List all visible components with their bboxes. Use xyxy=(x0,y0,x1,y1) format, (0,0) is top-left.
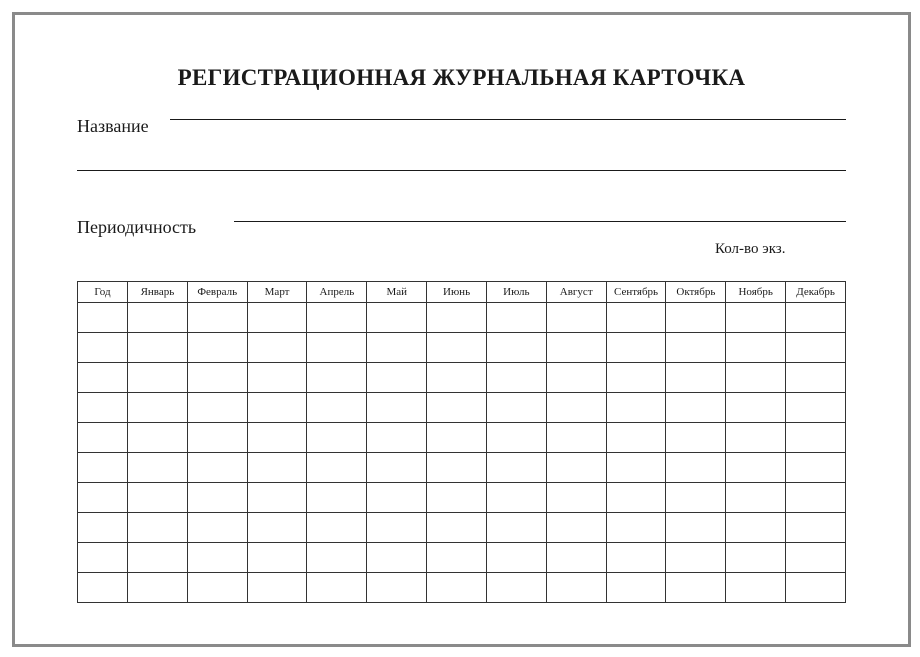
table-cell[interactable] xyxy=(486,393,546,423)
table-cell[interactable] xyxy=(666,483,726,513)
header-november: Ноябрь xyxy=(726,282,786,303)
table-cell[interactable] xyxy=(786,453,846,483)
table-cell[interactable] xyxy=(786,303,846,333)
table-cell[interactable] xyxy=(247,453,307,483)
table-cell[interactable] xyxy=(546,573,606,603)
table-cell[interactable] xyxy=(78,573,128,603)
table-cell[interactable] xyxy=(726,333,786,363)
table-cell[interactable] xyxy=(666,543,726,573)
table-cell[interactable] xyxy=(367,573,427,603)
table-cell[interactable] xyxy=(128,453,188,483)
table-cell[interactable] xyxy=(606,303,666,333)
table-cell[interactable] xyxy=(78,543,128,573)
table-cell[interactable] xyxy=(546,393,606,423)
table-cell[interactable] xyxy=(187,543,247,573)
table-cell[interactable] xyxy=(307,513,367,543)
table-cell[interactable] xyxy=(486,423,546,453)
table-cell[interactable] xyxy=(486,513,546,543)
name-continuation-line[interactable] xyxy=(77,170,846,171)
table-cell[interactable] xyxy=(486,573,546,603)
table-cell[interactable] xyxy=(307,423,367,453)
copies-label: Кол-во экз. xyxy=(715,241,786,257)
table-cell[interactable] xyxy=(486,453,546,483)
table-row xyxy=(78,453,846,483)
table-cell[interactable] xyxy=(427,303,487,333)
table-cell[interactable] xyxy=(546,513,606,543)
table-cell[interactable] xyxy=(128,393,188,423)
table-cell[interactable] xyxy=(606,453,666,483)
table-cell[interactable] xyxy=(367,423,427,453)
table-cell[interactable] xyxy=(307,303,367,333)
table-cell[interactable] xyxy=(78,423,128,453)
name-label: Название xyxy=(77,116,149,136)
header-october: Октябрь xyxy=(666,282,726,303)
table-cell[interactable] xyxy=(367,333,427,363)
table-cell[interactable] xyxy=(666,573,726,603)
table-cell[interactable] xyxy=(786,483,846,513)
table-cell[interactable] xyxy=(427,393,487,423)
periodicity-line[interactable] xyxy=(234,221,846,222)
header-july: Июль xyxy=(486,282,546,303)
table-cell[interactable] xyxy=(546,543,606,573)
table-cell[interactable] xyxy=(427,423,487,453)
header-february: Февраль xyxy=(187,282,247,303)
table-cell[interactable] xyxy=(187,303,247,333)
table-cell[interactable] xyxy=(726,483,786,513)
table-cell[interactable] xyxy=(128,363,188,393)
table-cell[interactable] xyxy=(786,393,846,423)
table-cell[interactable] xyxy=(367,483,427,513)
table-cell[interactable] xyxy=(546,483,606,513)
name-line[interactable] xyxy=(170,119,846,120)
table-cell[interactable] xyxy=(546,333,606,363)
table-cell[interactable] xyxy=(786,573,846,603)
header-january: Январь xyxy=(128,282,188,303)
table-cell[interactable] xyxy=(367,513,427,543)
table-cell[interactable] xyxy=(427,573,487,603)
table-cell[interactable] xyxy=(786,363,846,393)
table-cell[interactable] xyxy=(666,393,726,423)
table-cell[interactable] xyxy=(726,453,786,483)
table-cell[interactable] xyxy=(427,333,487,363)
table-cell[interactable] xyxy=(786,423,846,453)
table-row xyxy=(78,363,846,393)
table-row xyxy=(78,303,846,333)
table-cell[interactable] xyxy=(726,513,786,543)
table-cell[interactable] xyxy=(427,453,487,483)
table-cell[interactable] xyxy=(128,333,188,363)
table-row xyxy=(78,573,846,603)
table-cell[interactable] xyxy=(726,303,786,333)
table-cell[interactable] xyxy=(307,393,367,423)
table-cell[interactable] xyxy=(606,423,666,453)
table-cell[interactable] xyxy=(247,483,307,513)
table-cell[interactable] xyxy=(786,543,846,573)
table-cell[interactable] xyxy=(546,303,606,333)
header-august: Август xyxy=(546,282,606,303)
header-march: Март xyxy=(247,282,307,303)
table-row xyxy=(78,393,846,423)
table-cell[interactable] xyxy=(367,393,427,423)
header-may: Май xyxy=(367,282,427,303)
table-row xyxy=(78,423,846,453)
table-cell[interactable] xyxy=(187,423,247,453)
table-cell[interactable] xyxy=(606,543,666,573)
table-cell[interactable] xyxy=(128,513,188,543)
table-cell[interactable] xyxy=(606,333,666,363)
table-cell[interactable] xyxy=(367,453,427,483)
header-april: Апрель xyxy=(307,282,367,303)
issue-table xyxy=(77,281,846,603)
table-header-row xyxy=(78,282,846,303)
table-cell[interactable] xyxy=(367,303,427,333)
table-cell[interactable] xyxy=(307,573,367,603)
table-cell[interactable] xyxy=(187,453,247,483)
table-cell[interactable] xyxy=(606,363,666,393)
table-cell[interactable] xyxy=(546,363,606,393)
table-cell[interactable] xyxy=(78,303,128,333)
table-cell[interactable] xyxy=(726,573,786,603)
table-row xyxy=(78,483,846,513)
header-december: Декабрь xyxy=(786,282,846,303)
periodicity-label: Периодичность xyxy=(77,217,197,237)
table-cell[interactable] xyxy=(307,363,367,393)
table-cell[interactable] xyxy=(187,393,247,423)
table-cell[interactable] xyxy=(726,393,786,423)
table-cell[interactable] xyxy=(187,483,247,513)
table-cell[interactable] xyxy=(666,453,726,483)
table-cell[interactable] xyxy=(666,513,726,543)
table-cell[interactable] xyxy=(78,483,128,513)
table-cell[interactable] xyxy=(128,483,188,513)
table-cell[interactable] xyxy=(78,513,128,543)
table-cell[interactable] xyxy=(666,423,726,453)
table-cell[interactable] xyxy=(187,513,247,543)
header-year: Год xyxy=(78,282,128,303)
table-cell[interactable] xyxy=(606,393,666,423)
table-cell[interactable] xyxy=(247,573,307,603)
table-cell[interactable] xyxy=(247,333,307,363)
header-june: Июнь xyxy=(427,282,487,303)
table-cell[interactable] xyxy=(247,513,307,543)
table-cell[interactable] xyxy=(666,363,726,393)
table-cell[interactable] xyxy=(247,393,307,423)
table-cell[interactable] xyxy=(427,543,487,573)
table-cell[interactable] xyxy=(726,363,786,393)
table-cell[interactable] xyxy=(486,303,546,333)
table-row xyxy=(78,543,846,573)
table-row xyxy=(78,513,846,543)
registration-card xyxy=(12,12,911,647)
table-cell[interactable] xyxy=(726,543,786,573)
table-cell[interactable] xyxy=(247,543,307,573)
table-cell[interactable] xyxy=(546,423,606,453)
table-cell[interactable] xyxy=(486,483,546,513)
table-cell[interactable] xyxy=(666,333,726,363)
table-cell[interactable] xyxy=(786,333,846,363)
table-cell[interactable] xyxy=(128,573,188,603)
table-cell[interactable] xyxy=(427,483,487,513)
table-cell[interactable] xyxy=(128,543,188,573)
table-cell[interactable] xyxy=(367,363,427,393)
table-cell[interactable] xyxy=(78,453,128,483)
table-cell[interactable] xyxy=(486,333,546,363)
table-cell[interactable] xyxy=(307,453,367,483)
table-cell[interactable] xyxy=(307,543,367,573)
table-cell[interactable] xyxy=(247,303,307,333)
table-cell[interactable] xyxy=(307,333,367,363)
table-cell[interactable] xyxy=(486,543,546,573)
table-cell[interactable] xyxy=(247,423,307,453)
table-cell[interactable] xyxy=(187,333,247,363)
table-cell[interactable] xyxy=(786,513,846,543)
table-cell[interactable] xyxy=(128,423,188,453)
table-cell[interactable] xyxy=(666,303,726,333)
table-cell[interactable] xyxy=(78,363,128,393)
table-cell[interactable] xyxy=(427,363,487,393)
table-cell[interactable] xyxy=(427,513,487,543)
table-cell[interactable] xyxy=(486,363,546,393)
table-cell[interactable] xyxy=(247,363,307,393)
table-cell[interactable] xyxy=(367,543,427,573)
header-september: Сентябрь xyxy=(606,282,666,303)
table-cell[interactable] xyxy=(128,303,188,333)
table-cell[interactable] xyxy=(78,333,128,363)
table-cell[interactable] xyxy=(187,573,247,603)
table-cell[interactable] xyxy=(606,573,666,603)
table-cell[interactable] xyxy=(187,363,247,393)
table-row xyxy=(78,333,846,363)
table-cell[interactable] xyxy=(78,393,128,423)
table-cell[interactable] xyxy=(307,483,367,513)
table-cell[interactable] xyxy=(606,513,666,543)
card-title: РЕГИСТРАЦИОННАЯ ЖУРНАЛЬНАЯ КАРТОЧКА xyxy=(177,65,746,90)
table-cell[interactable] xyxy=(546,453,606,483)
table-cell[interactable] xyxy=(726,423,786,453)
table-body xyxy=(78,303,846,603)
table-cell[interactable] xyxy=(606,483,666,513)
